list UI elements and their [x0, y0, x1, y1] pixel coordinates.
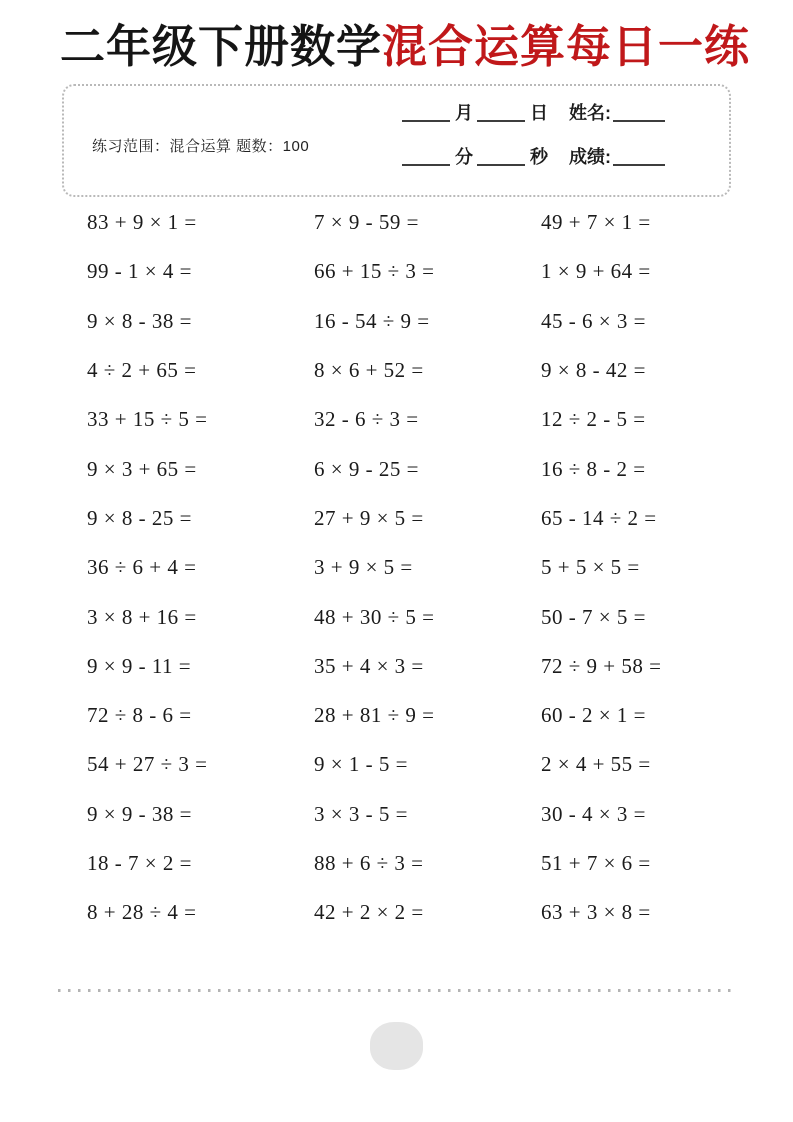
- problem-cell: 49 + 7 × 1 =: [541, 210, 651, 235]
- problem-cell: 30 - 4 × 3 =: [541, 801, 646, 826]
- problem-cell: 1 × 9 + 64 =: [541, 259, 651, 284]
- problem-cell: 12 ÷ 2 - 5 =: [541, 407, 646, 432]
- problem-cell: 8 + 28 ÷ 4 =: [87, 900, 197, 925]
- problem-cell: 83 + 9 × 1 =: [87, 210, 197, 235]
- title-red-text: 混合运算每日一练: [382, 21, 751, 72]
- problem-cell: 42 + 2 × 2 =: [314, 900, 424, 925]
- problem-cell: 18 - 7 × 2 =: [87, 851, 192, 875]
- problem-cell: 16 ÷ 8 - 2 =: [541, 456, 646, 481]
- page-title: [60, 10, 751, 75]
- minute-label: 分: [455, 147, 473, 167]
- bottom-dotted-divider: [58, 989, 737, 992]
- score-blank-line: [613, 150, 665, 166]
- month-label: 月: [455, 103, 473, 123]
- problem-cell: 28 + 81 ÷ 9 =: [314, 703, 435, 728]
- gray-oval-decoration: [370, 1022, 423, 1070]
- problem-cell: 9 × 8 - 25 =: [87, 505, 192, 530]
- problem-cell: 9 × 8 - 38 =: [87, 308, 192, 333]
- second-blank-line: [477, 150, 525, 166]
- name-label: 姓名:: [569, 103, 611, 123]
- problem-cell: 35 + 4 × 3 =: [314, 653, 424, 678]
- problem-cell: 9 × 3 + 65 =: [87, 456, 197, 481]
- problem-cell: 63 + 3 × 8 =: [541, 900, 651, 925]
- problem-cell: 48 + 30 ÷ 5 =: [314, 604, 435, 629]
- problem-cell: 72 ÷ 8 - 6 =: [87, 703, 192, 728]
- problem-cell: 72 ÷ 9 + 58 =: [541, 653, 662, 678]
- title-black-text: 二年级下册数学: [60, 21, 383, 72]
- problem-cell: 65 - 14 ÷ 2 =: [541, 505, 657, 530]
- info-box: [62, 84, 731, 197]
- problem-cell: 66 + 15 ÷ 3 =: [314, 259, 435, 284]
- problem-cell: 54 + 27 ÷ 3 =: [87, 752, 208, 777]
- second-label: 秒: [530, 147, 548, 167]
- month-blank-line: [402, 106, 450, 122]
- problem-cell: 50 - 7 × 5 =: [541, 604, 646, 629]
- problem-cell: 16 - 54 ÷ 9 =: [314, 308, 430, 333]
- problem-cell: 4 ÷ 2 + 65 =: [87, 358, 197, 383]
- problem-cell: 9 × 9 - 11 =: [87, 653, 192, 678]
- problem-cell: 60 - 2 × 1 =: [541, 703, 646, 728]
- practice-range-label: 练习范围：混合运算 题数：100: [92, 138, 310, 155]
- problem-cell: 45 - 6 × 3 =: [541, 308, 646, 333]
- problem-cell: 9 × 9 - 38 =: [87, 801, 192, 826]
- problem-cell: 88 + 6 ÷ 3 =: [314, 851, 424, 875]
- fill-in-block: [402, 86, 722, 195]
- problem-cell: 32 - 6 ÷ 3 =: [314, 407, 419, 432]
- problem-cell: 36 ÷ 6 + 4 =: [87, 555, 197, 580]
- problem-cell: 27 + 9 × 5 =: [314, 505, 424, 530]
- problem-cell: 99 - 1 × 4 =: [87, 259, 192, 284]
- problem-cell: 33 + 15 ÷ 5 =: [87, 407, 208, 432]
- problem-cell: 3 × 3 - 5 =: [314, 801, 408, 826]
- problem-cell: 9 × 1 - 5 =: [314, 752, 408, 777]
- name-blank-line: [613, 106, 665, 122]
- problem-cell: 2 × 4 + 55 =: [541, 752, 651, 777]
- problem-cell: 51 + 7 × 6 =: [541, 851, 651, 875]
- problem-cell: 3 + 9 × 5 =: [314, 555, 413, 580]
- problem-cell: 3 × 8 + 16 =: [87, 604, 197, 629]
- problems-grid: [87, 198, 747, 937]
- problem-cell: 9 × 8 - 42 =: [541, 358, 646, 383]
- problem-cell: 5 + 5 × 5 =: [541, 555, 640, 580]
- problem-cell: 8 × 6 + 52 =: [314, 358, 424, 383]
- day-blank-line: [477, 106, 525, 122]
- problem-cell: 6 × 9 - 25 =: [314, 456, 419, 481]
- date-name-row: [402, 104, 665, 122]
- day-label: 日: [530, 103, 548, 123]
- score-label: 成绩:: [569, 147, 611, 167]
- problem-cell: 7 × 9 - 59 =: [314, 210, 419, 235]
- minute-blank-line: [402, 150, 450, 166]
- time-score-row: [402, 148, 665, 166]
